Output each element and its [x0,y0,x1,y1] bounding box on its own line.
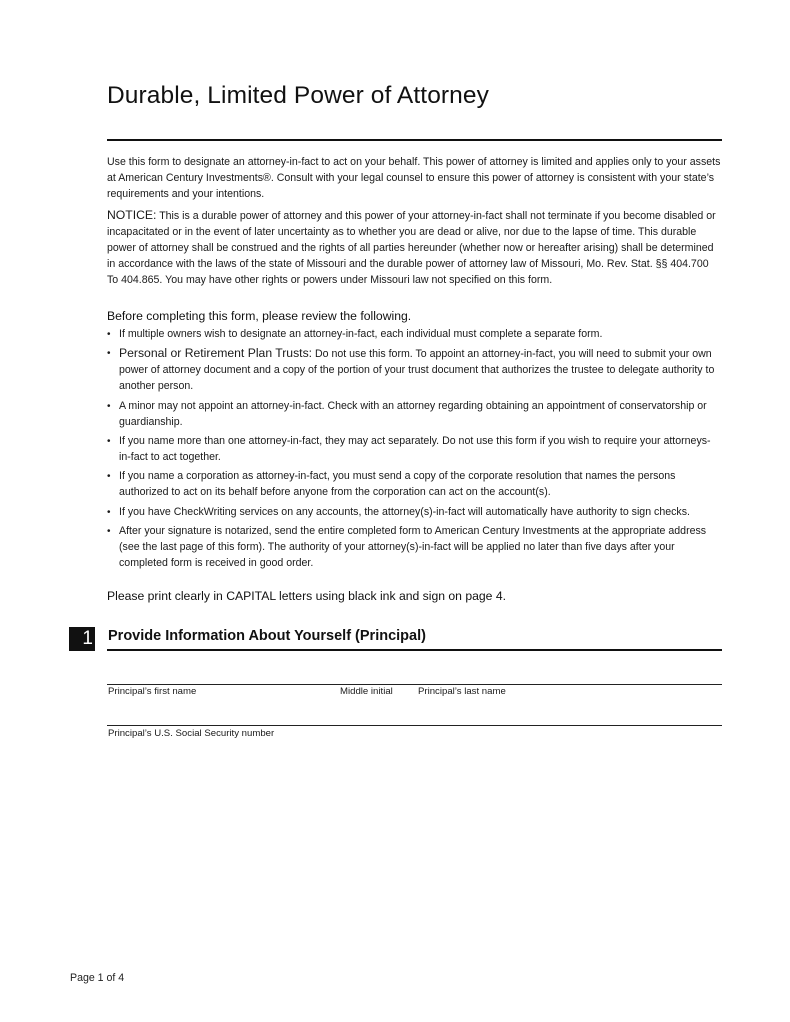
instruction-text: If you have CheckWriting services on any accounts, the attorney(s)-in-fact will automatically have authority to sign checks. [119,505,690,518]
section-number-badge: 1 [69,627,95,651]
instruction-item [107,469,722,501]
ssn-field-underline [107,725,722,726]
principal-last-name-input[interactable] [418,662,722,684]
instruction-item [107,327,722,343]
instruction-text: After your signature is notarized, send the entire completed form to American Century Investments at the appropriate address (see the last page of this form). The authority of your attorney(s)-in-fact will be applied no later than five days after your completed form is received in good order. [119,524,707,569]
ssn-label: Principal’s U.S. Social Security number [108,728,275,739]
review-heading: Before completing this form, please review the following. [107,309,412,323]
instruction-item [107,346,722,395]
name-fields-underline [107,684,722,685]
instruction-item [107,524,722,572]
instruction-item [107,505,722,521]
instruction-text: If multiple owners wish to designate an attorney-in-fact, each individual must complete a separate form. [119,328,603,340]
instruction-item [107,434,722,466]
instructions-list [107,327,722,575]
print-instruction: Please print clearly in CAPITAL letters using black ink and sign on page 4. [107,589,507,603]
ssn-input[interactable] [108,703,412,725]
instruction-text: Do not use this form. To appoint an attorney-in-fact, you will need to submit your own power of attorney document and a copy of the portion of your trust document that authorizes the trustee to delegate authority to another person. [119,348,715,393]
notice-text: This is a durable power of attorney and this power of your attorney-in-fact shall not terminate if you become disabled or incapacitated or in the event of later uncertainty as to whether you are dead or alive, nor due to the lapse of time. This durable power of attorney shall be construed and the rights of all parties hereunder (whether now or hereafter arising) shall be determined in accordance with the laws of the state of Missouri and the durable power of attorney law of Missouri, Mo. Rev. Stat. §§ 404.700 To 404.865. You may have other rights or powers under Missouri law not specified on this form. [107,210,716,286]
middle-initial-input[interactable] [340,662,414,684]
instruction-text: If you name more than one attorney-in-fact, they may act separately. Do not use this form if you wish to require your attorneys-in-fact to act together. [119,434,711,463]
section-divider [107,649,722,651]
page-number: Page 1 of 4 [70,972,125,984]
document-title: Durable, Limited Power of Attorney [107,82,489,109]
notice-paragraph [107,208,722,289]
section-title: Provide Information About Yourself (Principal) [108,628,426,644]
notice-label: NOTICE: [107,208,157,222]
instruction-item [107,399,722,431]
title-divider [107,139,722,141]
instruction-text: If you name a corporation as attorney-in-fact, you must send a copy of the corporate resolution that names the persons authorized to act on its behalf before anyone from the corporation can act on the account(s). [119,470,676,499]
instruction-text: A minor may not appoint an attorney-in-fact. Check with an attorney regarding obtaining an appointment of conservatorship or guardianship. [119,399,707,428]
intro-paragraph: Use this form to designate an attorney-in-fact to act on your behalf. This power of attorney is limited and applies only to your assets at American Century Investments®. Consult with your legal counsel to ensure this power of attorney is consistent with your state’s requirements and your intentions. [107,156,721,200]
middle-initial-label: Middle initial [340,686,393,697]
instruction-lead: Personal or Retirement Plan Trusts: [119,346,313,361]
first-name-label: Principal’s first name [108,686,197,697]
principal-first-name-input[interactable] [108,662,337,684]
last-name-label: Principal’s last name [418,686,506,697]
